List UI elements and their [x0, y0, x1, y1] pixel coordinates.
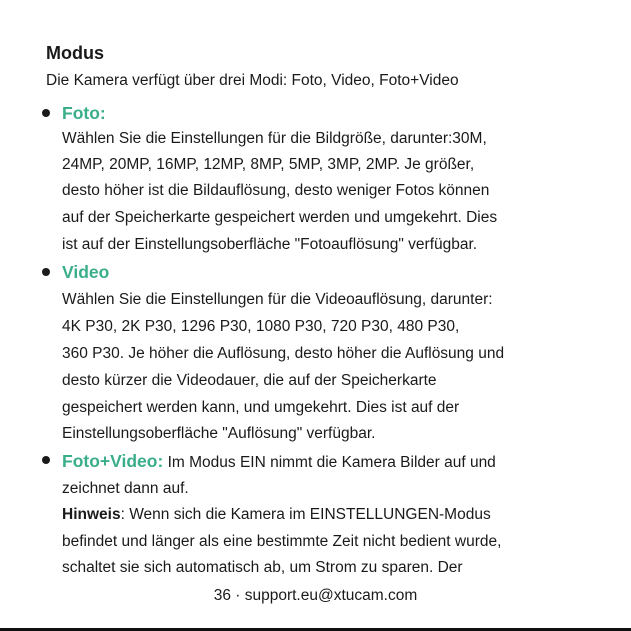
page-footer: 36 · support.eu@xtucam.com — [213, 587, 418, 604]
text-line: 360 P30. Je höher die Auflösung, desto höher die Auflösung und — [62, 345, 505, 362]
bullet-icon — [42, 456, 50, 464]
note-label: Hinweis — [62, 506, 121, 523]
text-line: auf der Speicherkarte gespeichert werden und umgekehrt. Dies — [62, 209, 498, 226]
section-heading-video: Video — [62, 262, 110, 282]
page-title: Modus — [46, 43, 104, 63]
section-heading-label: Foto+Video: — [62, 451, 164, 471]
bullet-icon — [42, 109, 50, 117]
text-line: schaltet sie sich automatisch ab, um Strom zu sparen. Der — [62, 559, 463, 576]
text-line: 4K P30, 2K P30, 1296 P30, 1080 P30, 720 P30, 480 P30, — [62, 318, 460, 335]
text-line: Einstellungsoberfläche "Auflösung" verfügbar. — [62, 425, 376, 442]
bullet-icon — [42, 268, 50, 276]
text-line: gespeichert werden kann, und umgekehrt. Dies ist auf der — [62, 399, 460, 416]
text-line: zeichnet dann auf. — [62, 480, 189, 497]
note-text: : Wenn sich die Kamera im EINSTELLUNGEN-Modus — [120, 506, 491, 523]
section-heading-foto-video — [62, 449, 496, 475]
text-line: Wählen Sie die Einstellungen für die Videoauflösung, darunter: — [62, 291, 493, 308]
text-line: desto höher ist die Bildauflösung, desto weniger Fotos können — [62, 182, 490, 199]
text-line: 24MP, 20MP, 16MP, 12MP, 8MP, 5MP, 3MP, 2MP. Je größer, — [62, 156, 475, 173]
note-line — [62, 504, 491, 526]
text-line: Wählen Sie die Einstellungen für die Bildgröße, darunter:30M, — [62, 130, 487, 147]
text-line: befindet und länger als eine bestimmte Zeit nicht bedient wurde, — [62, 533, 502, 550]
intro-text: Die Kamera verfügt über drei Modi: Foto, Video, Foto+Video — [46, 72, 459, 89]
section-heading-foto: Foto: — [62, 103, 106, 123]
text-line: desto kürzer die Videodauer, die auf der Speicherkarte — [62, 372, 437, 389]
text-line: ist auf der Einstellungsoberfläche "Fotoauflösung" verfügbar. — [62, 236, 478, 253]
section-inline-text: Im Modus EIN nimmt die Kamera Bilder auf und — [163, 454, 496, 471]
